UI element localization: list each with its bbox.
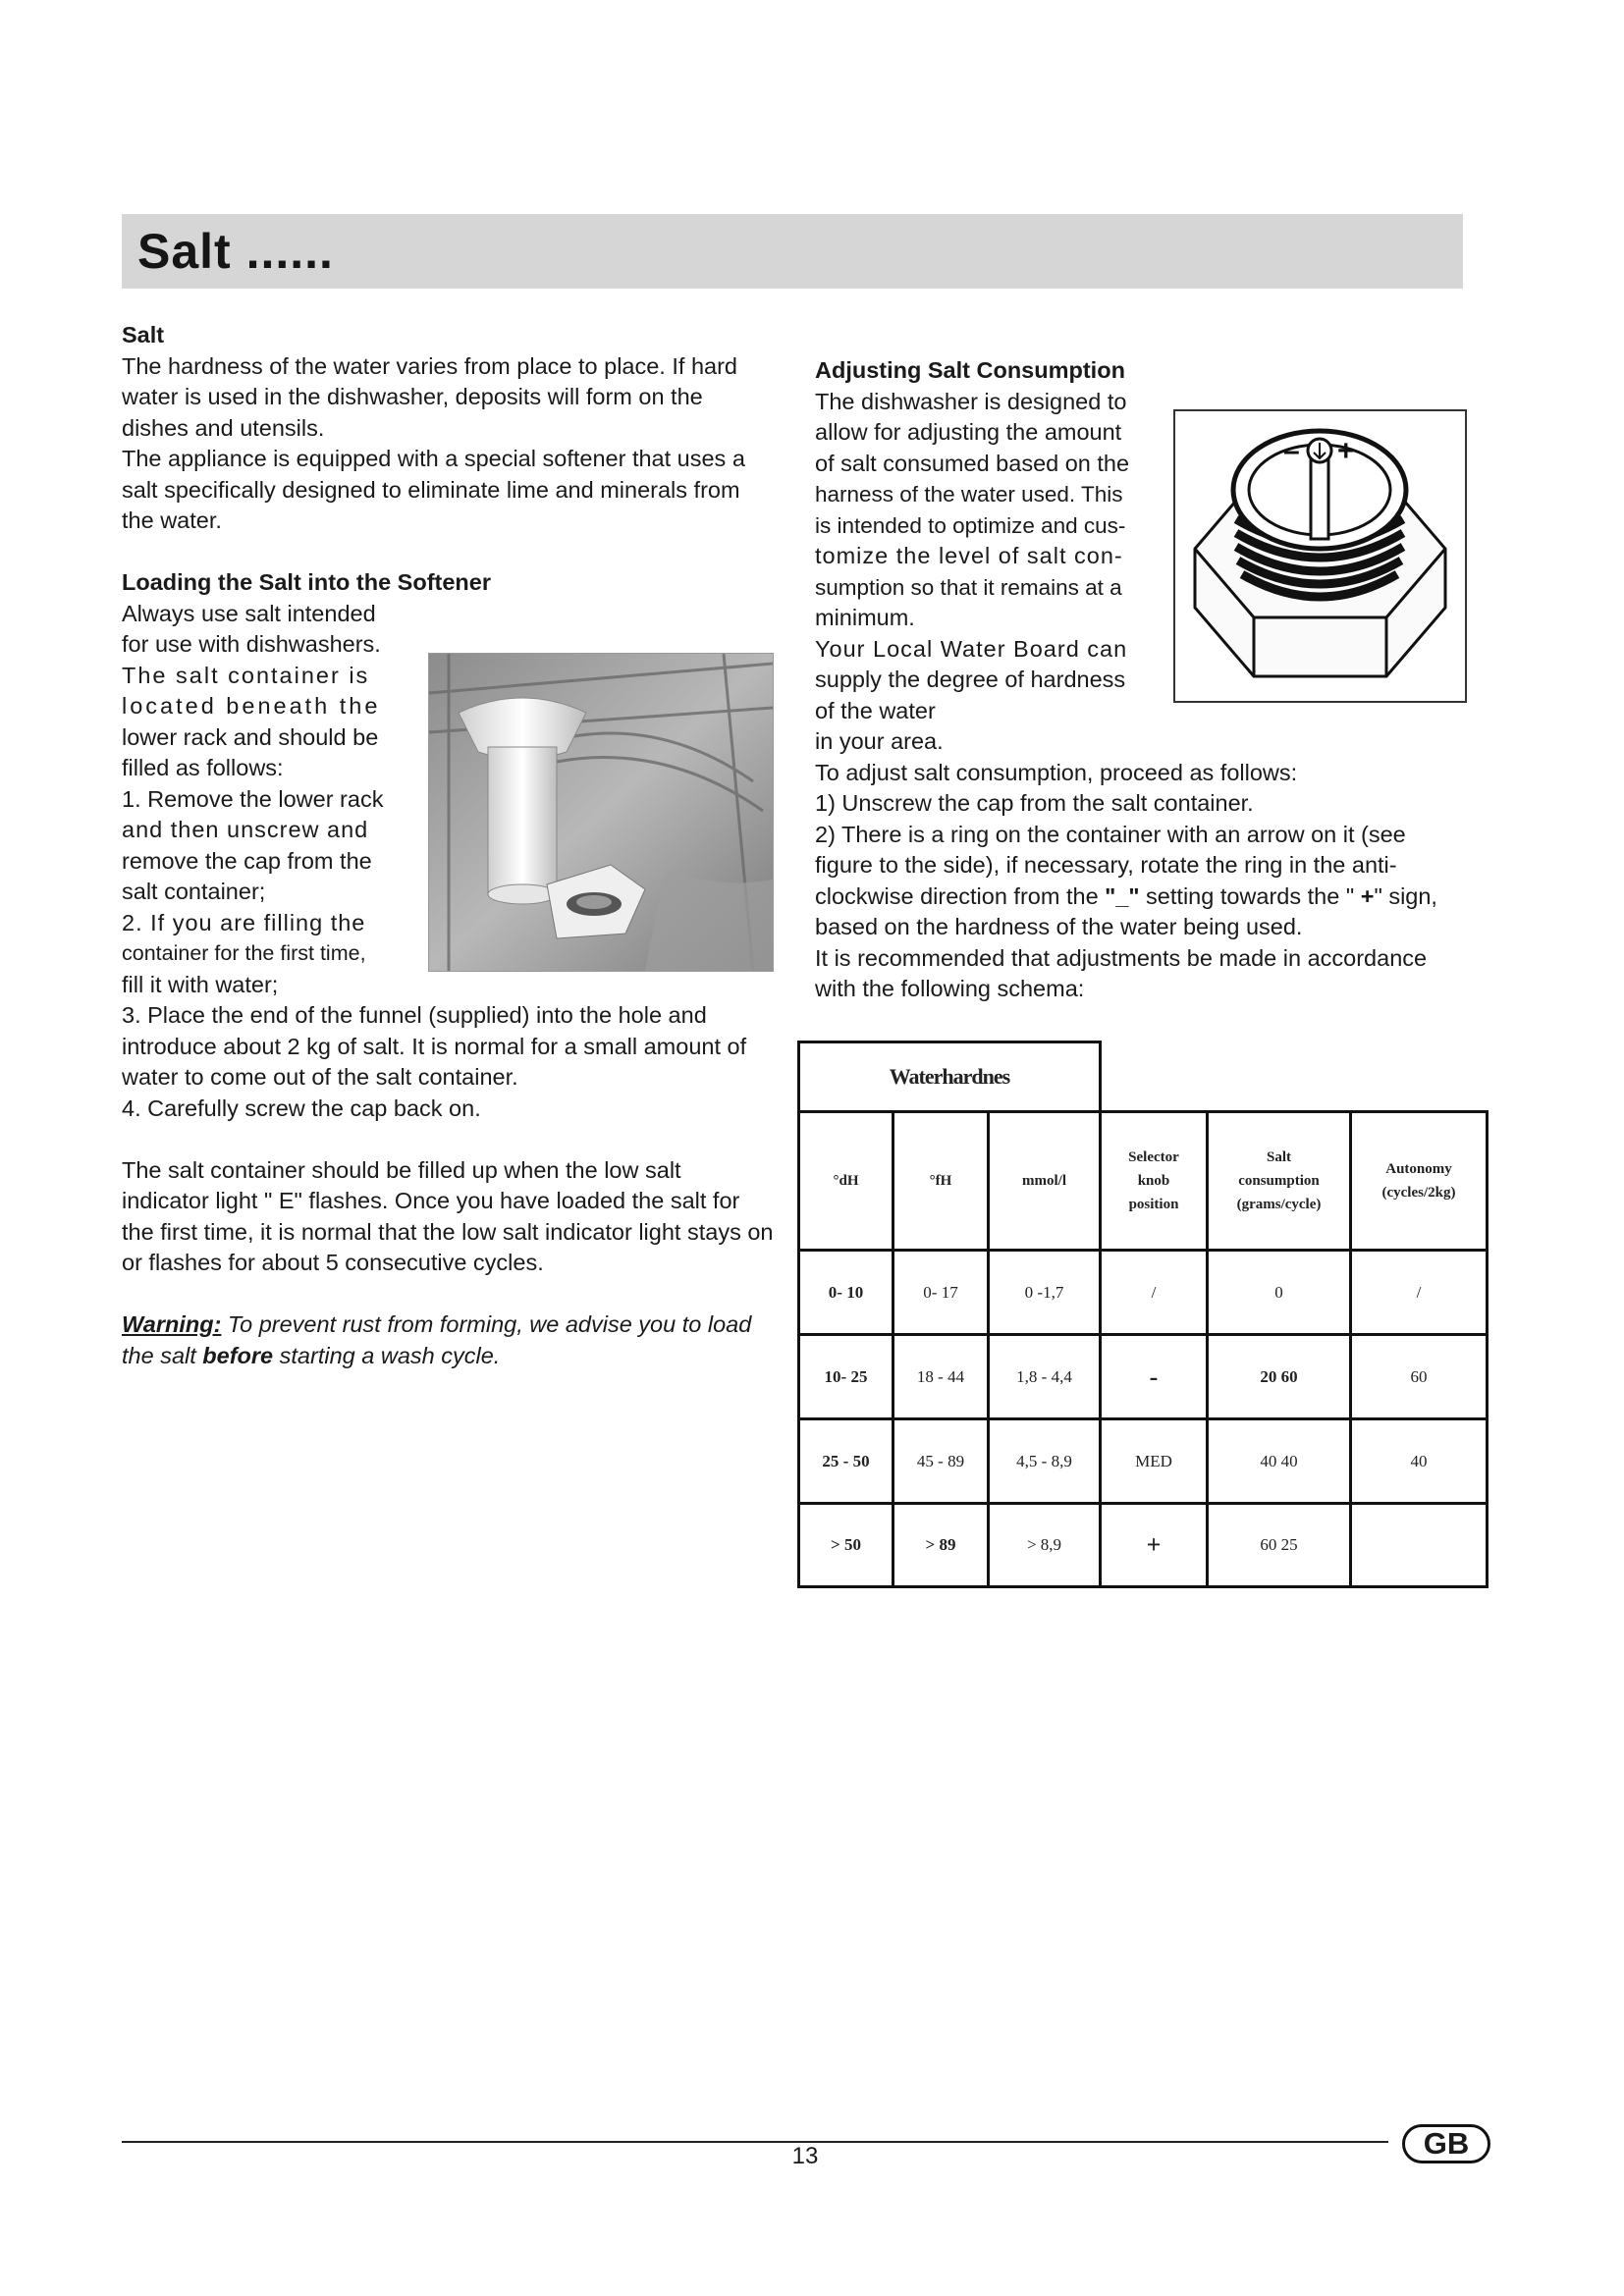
loading-line: 2. If you are filling the [122,909,366,935]
salt-container-photo [428,653,774,972]
loading-line: 1. Remove the lower rack [122,785,384,812]
header-label: Salt consumption (grams/cycle) [1236,1149,1322,1212]
cell-text: MED [1135,1451,1172,1470]
table-cell [892,1502,990,1588]
cell-text: 20 60 [1260,1366,1298,1386]
adjust-line: is intended to optimize and cus- [815,512,1126,538]
loading-line: container for the first time, [122,941,366,965]
cell-text: 1,8 - 4,4 [1016,1366,1072,1386]
loading-line: remove the cap from the [122,847,372,874]
salt-selector-knob-figure [1173,409,1467,703]
step-4: 4. Carefully screw the cap back on. [122,1095,481,1121]
page-title: Salt ...... [137,224,334,279]
table-cell [1099,1249,1209,1336]
adjust-line: sumption so that it remains at a [815,574,1122,600]
salt-container-illustration [429,654,773,971]
table-cell [987,1249,1102,1336]
loading-instructions [122,599,402,1001]
adjust-line: tomize the level of salt con- [815,543,1123,568]
selector-ring-illustration [1175,411,1461,697]
recommendation: It is recommended that adjustments be made in accordance with the following schema: [815,944,1428,1001]
adjust-line: in your area. [815,728,944,754]
header-autonomy [1349,1110,1489,1252]
plus-setting: + [1360,882,1375,909]
table-cell [797,1249,894,1336]
adjust-line: Your Local Water Board can [815,635,1128,662]
paragraph-softener: The appliance is equipped with a special softener that uses a salt specifically designed to eliminate lime and minerals from the water. [122,446,745,533]
header-fh [892,1110,990,1252]
table-cell [1349,1502,1489,1588]
header-salt-consumption [1206,1110,1352,1252]
adjust-line: of the water [815,697,936,723]
cell-text: 4,5 - 8,9 [1016,1451,1072,1470]
cell-text: - [1149,1362,1159,1391]
cell-text: 40 [1410,1451,1428,1470]
header-label: Autonomy (cycles/2kg) [1381,1161,1456,1201]
step-3: 3. Place the end of the funnel (supplied) into the hole and introduce about 2 kg of salt. It is normal for a small amount of water to come out of the salt container. [122,1002,747,1090]
water-hardness-table [797,1041,1489,1588]
table-cell [892,1249,990,1336]
warning-text: To prevent rust from forming, we advise you to load the salt [122,1311,752,1368]
cell-text: + [1146,1530,1162,1559]
cell-text: 25 - 50 [822,1451,870,1470]
adjust-line: harness of the water used. This [815,482,1123,507]
plus-sign: + [1337,435,1355,467]
table-cell [1099,1333,1209,1420]
loading-line: located beneath the [122,693,381,719]
cell-text: 18 - 44 [916,1366,965,1386]
warning-text: starting a wash cycle. [273,1342,501,1368]
table-cell [892,1333,990,1420]
table-cell [1349,1249,1489,1336]
header-label: °fH [929,1173,952,1189]
loading-line: for use with dishwashers. [122,631,381,657]
adjust-line: supply the degree of hardness [815,667,1126,692]
footer-divider [122,2141,1388,2143]
salt-heading: Salt [122,322,165,347]
table-cell [1206,1333,1352,1420]
adjust-line: allow for adjusting the amount [815,419,1122,445]
header-label: °dH [833,1173,859,1189]
section-header-bar [122,214,1463,289]
cell-text: 45 - 89 [916,1451,965,1470]
adjusting-salt-heading: Adjusting Salt Consumption [815,357,1125,383]
cell-text: 0- 10 [828,1282,864,1302]
table-cell [1349,1333,1489,1420]
header-dh [797,1110,894,1252]
step2-text: " sign, based on the hardness of the water being used. [815,882,1437,939]
water-hardness-title: Waterhardnes [889,1064,1010,1089]
cell-text: 40 40 [1260,1451,1298,1470]
table-cell [797,1502,894,1588]
table-cell [1099,1502,1209,1588]
minus-sign: – [1283,435,1300,467]
loading-salt-heading: Loading the Salt into the Softener [122,569,491,595]
page-number: 13 [791,2143,819,2169]
table-cell [892,1417,990,1505]
cell-text: > 50 [831,1535,861,1554]
table-cell [1206,1249,1352,1336]
minus-setting: "_" [1105,882,1140,909]
proceed-line: To adjust salt consumption, proceed as follows: [815,759,1298,785]
table-cell [1206,1417,1352,1505]
loading-line: Always use salt intended [122,600,376,626]
adjust-step-1: 1) Unscrew the cap from the salt container. [815,790,1254,816]
table-cell [987,1502,1102,1588]
table-cell [1206,1502,1352,1588]
header-label: mmol/l [1022,1173,1066,1189]
step2-text: 2) There is a ring on the container with an arrow on it (see figure to the side), if necessary, rotate the ring in the anti-clockwise direction from the [815,821,1406,909]
header-selector-knob [1099,1110,1209,1252]
table-cell [987,1417,1102,1505]
cell-text: 0 [1274,1282,1283,1302]
adjust-line: minimum. [815,605,915,630]
cell-text: / [1416,1282,1422,1302]
loading-line: and then unscrew and [122,817,369,842]
loading-line: The salt container is [122,662,370,688]
cell-text: 0- 17 [923,1282,958,1302]
paragraph-water-hardness: The hardness of the water varies from place to place. If hard water is used in the dishwasher, deposits will form on the dishes and utensils. [122,352,737,441]
water-hardness-title-cell [797,1041,1102,1113]
adjust-description [815,387,1161,758]
warning-label: Warning: [122,1311,222,1337]
table-cell [797,1417,894,1505]
paragraph-low-salt-indicator: The salt container should be filled up when the low salt indicator light " E" flashes. Once you have loaded the salt for the first time, it is normal that the low salt indicator light stays on or flashes for about 5 consecutive cycles. [122,1156,774,1275]
cell-text: 60 25 [1260,1535,1298,1554]
cell-text: 60 [1410,1366,1428,1386]
language-badge: GB [1402,2124,1490,2163]
table-cell [797,1333,894,1420]
table-cell [1349,1417,1489,1505]
warning-paragraph [122,1309,774,1371]
header-mmol [987,1110,1102,1252]
warning-bold: before [202,1342,274,1368]
step2-text: setting towards the " [1139,882,1361,909]
adjust-line: of salt consumed based on the [815,450,1130,476]
header-label: Selector knob position [1128,1149,1179,1212]
cell-text: 10- 25 [824,1366,868,1386]
loading-line: lower rack and should be [122,723,379,750]
table-cell [1099,1417,1209,1505]
table-cell [987,1333,1102,1420]
loading-line: filled as follows: [122,755,284,780]
adjust-line: The dishwasher is designed to [815,388,1127,414]
cell-text: > 8,9 [1026,1535,1062,1554]
cell-text: / [1151,1282,1157,1302]
loading-line: salt container; [122,879,266,904]
cell-text: > 89 [925,1535,956,1554]
cell-text: 0 -1,7 [1024,1282,1064,1302]
adjust-step-2 [815,820,1461,943]
loading-line: fill it with water; [122,971,279,997]
